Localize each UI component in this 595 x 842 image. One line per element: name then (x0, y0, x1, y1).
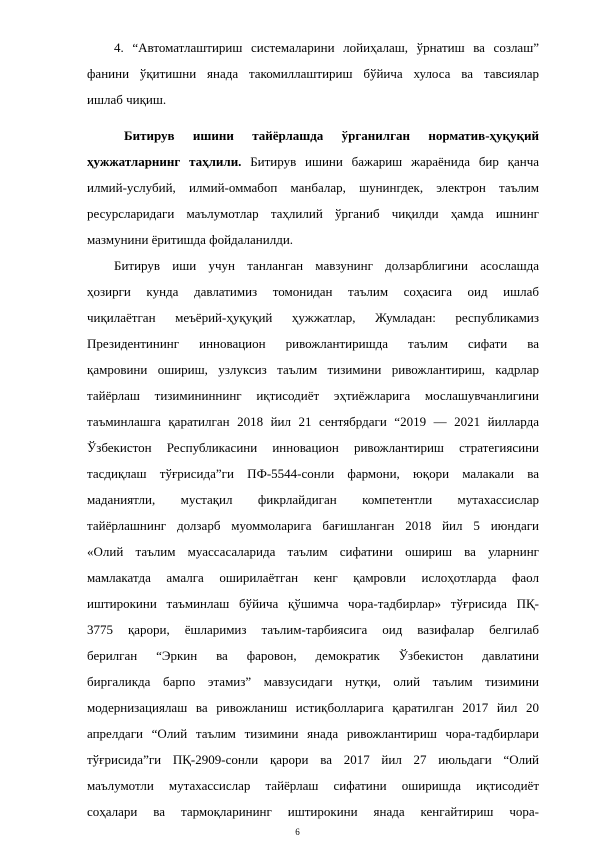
text-line: 4. “Автоматлаштириш системаларини лойиҳалаш, ўрнатиш ва созлаш” (114, 40, 539, 55)
text-line: тайёрлаш тизимининнинг иқтисодиёт эҳтиёжларига мослашувчанлигини (87, 388, 539, 403)
text-line: таъминлашга қаратилган 2018 йил 21 сентябрдаги “2019 — 2021 йилларда (87, 414, 539, 429)
text-line: соҳалари ва тармоқларининг иштирокини янада кенгайтириш чора- (87, 804, 539, 819)
text-line (87, 154, 539, 170)
text-line: биргаликда барпо этамиз” мавзусидаги нутқи, олий таълим тизимини (87, 674, 539, 689)
text-line: модернизациялаш ва ривожланиш истиқболларига қаратилган 2017 йил 20 (87, 700, 539, 715)
text-line: қамровини ошириш, узлуксиз таълим тизимини ривожлантириш, кадрлар (87, 362, 539, 377)
text-line: апрелдаги “Олий таълим тизимини янада ривожлантириш чора-тадбирлари (87, 726, 539, 741)
text-line: ресурсларидаги маълумотлар таҳлилий ўрганиб чиқилди ҳамда ишнинг (87, 206, 539, 221)
text-line: тасдиқлаш тўғрисида”ги ПФ-5544-сонли фармони, юқори малакали ва (87, 466, 539, 481)
text-line: илмий-услубий, илмий-оммабоп манбалар, шунингдек, электрон таълим (87, 180, 539, 195)
text-line: Битирув иши учун танланган мавзунинг долзарблигини асослашда (114, 258, 539, 273)
text-line: тўғрисида”ги ПҚ-2909-сонли қарори ва 2017 йил 27 июльдаги “Олий (87, 752, 539, 767)
text-line: ишлаб чиқиш. (87, 92, 167, 107)
text-line: 3775 қарори, ёшларимиз таълим-тарбиясига оид вазифалар белгилаб (87, 622, 539, 637)
text-line: фанини ўқитишни янада такомиллаштириш бўйича хулоса ва тавсиялар (87, 66, 539, 81)
text-line: иштирокини таъминлаш бўйича қўшимча чора-тадбирлар» тўғрисида ПҚ- (87, 596, 539, 611)
text-line: мазмунини ёритишда фойдаланилди. (87, 232, 294, 247)
text-line: берилган “Эркин ва фаровон, демократик Ўзбекистон давлатини (87, 648, 539, 663)
text-line: чиқилаётган меъёрий-ҳуқуқий ҳужжатлар, Жумладан: республикамиз (87, 310, 539, 325)
text-fragment: Битирув ишини бажариш жараёнида бир қанча (241, 154, 539, 169)
text-line: тайёрлашнинг долзарб муоммоларига бағишланган 2018 йил 5 июндаги (87, 518, 539, 533)
page-number: 6 (295, 827, 300, 837)
section-heading-continued: ҳужжатларнинг таҳлили. (87, 154, 242, 169)
text-line: мамлакатда амалга оширилаётган кенг қамровли ислоҳотларда фаол (87, 570, 539, 585)
text-line: Президентининг инновацион ривожлантиришда таълим сифати ва (87, 336, 539, 351)
section-heading: Битирув ишини тайёрлашда ўрганилган норматив-ҳуқуқий (124, 128, 539, 143)
text-line: Ўзбекистон Республикасини инновацион ривожлантириш стратегиясини (87, 440, 539, 455)
text-line: «Олий таълим муассасаларида таълим сифатини ошириш ва уларнинг (87, 544, 539, 559)
text-line: ҳозирги кунда давлатимиз томонидан таълим соҳасига оид ишлаб (87, 284, 539, 299)
text-line: маданиятли, мустақил фикрлайдиган компетентли мутахассислар (87, 492, 539, 507)
text-line: маълумотли мутахассислар тайёрлаш сифатини оширишда иқтисодиёт (87, 778, 539, 793)
